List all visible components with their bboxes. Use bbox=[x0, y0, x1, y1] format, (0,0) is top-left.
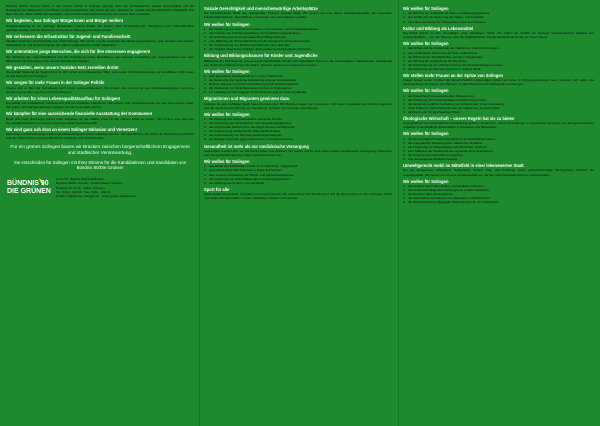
section-heading: Ökologische Wirtschaft – unsere Regeln hat sie zu bieten bbox=[403, 115, 515, 121]
list-item: 5. ein bedarfsgerechtes Angebot an Kinderbetreuung für unter Dreijährige bbox=[204, 90, 392, 94]
section-heading: Bildung und Bildungschancen für Kinder und Jugendliche bbox=[204, 53, 318, 59]
list-item: 3. Tempo 30 in allen Wohngebieten bbox=[403, 192, 594, 196]
list-item: 4. die Förderung von Sprachkompetenz schon im Kindergarten bbox=[204, 86, 392, 90]
list-item: 1. den Ausbau des O-Bus-Netzes und attraktive Taktzeiten bbox=[403, 184, 594, 188]
callout-vote: Sie entscheiden für Solingen mit Ihrer Stimme für die Kandidatinnen und Kandidaten von Bündnis 90/Die Grünen! bbox=[13, 159, 187, 171]
list-item: 3. kleinere Klassen und mehr Unterstützung durch Schulsozialarbeit bbox=[204, 82, 392, 86]
section-paragraph: Frauen sind in Rat und Verwaltung noch immer unterrepräsentiert. Wir fordern die Umsetzung des Gleichstellungsplans und eine Quotierung bei allen Gremien und Ausschüssen. bbox=[6, 85, 194, 94]
section-heading: Wir sind ganz nah dran an einem Solinger Inklusion und Vernetzen! bbox=[6, 126, 137, 132]
logo-line-1: BÜNDNIS 90 bbox=[7, 180, 49, 188]
section-paragraph: Menschen mit Behinderungen sollen gleichberechtigt am Leben teilhaben können. Wir unterstützen die Arbeit der Behindertenverbände und den barrierefreien Ausbau öffentlicher Gebäude und Verkehrsmittel. bbox=[6, 132, 194, 141]
list-item: 3. die Einrichtung eines kommunalen Beschäftigungsfonds bbox=[204, 35, 392, 39]
column-right bbox=[403, 4, 594, 422]
bullet-list bbox=[403, 94, 594, 114]
section-paragraph: Frauen leisten einen Großteil der gesellschaftlich notwendigen Arbeit, sind aber in Führungspositionen kaum vertreten. Wir wollen die Gleichstellung von Frauen und Männern in allen Bereichen der Stadtpolitik voranbringen. bbox=[403, 78, 594, 87]
section-paragraph: Umweltschutz und wirtschaftliche Entwicklung gehören zusammen. Durch Investitionen in erneuerbare Energien und Energieeinsparung entstehen zukunftsfähige Arbeitsplätze in Handwerk und Mittelstand. bbox=[403, 121, 594, 130]
list-item: 2. die energetische Sanierung aller städtischen Gebäude bbox=[403, 141, 594, 145]
imprint-block bbox=[6, 177, 194, 198]
bullet-list bbox=[403, 137, 594, 161]
bullet-list bbox=[204, 27, 392, 51]
section-paragraph: Die soziale Spaltung der Stadt nimmt zu. Wir setzen auf vorbeugende Hilfen, eine starke Schuldnerberatung und bezahlbaren Wohnraum für alle Menschen in Solingen. bbox=[6, 70, 194, 79]
list-item: 2. den Ausbau von Ausbildungsplätzen und Qualifizierungsangeboten bbox=[204, 31, 392, 35]
list-item: 1. den Erhalt des Städtischen Klinikums in öffentlicher Trägerschaft bbox=[204, 164, 392, 168]
list-item: 5. die Wiederbelebung stillgelegter Bahnstrecken für den Nahverkehr bbox=[403, 200, 594, 204]
section-heading: Wir wollen für Solingen bbox=[403, 6, 449, 11]
list-item: 3. das kommunale Wahlrecht für alle Migrantinnen und Migranten bbox=[204, 125, 392, 129]
section-paragraph: Die Stärkung des Jugendstadtrates und die Umsetzung seiner Beschlüsse, eine bessere Ausstattung der Jugendzentren und mehr Mitsprache bei Planungen sind uns ein besonderes Anliegen. bbox=[6, 54, 194, 63]
list-item: 5. die Unterstützung der Volkshochschule als Ort lebenslangen Lernens bbox=[403, 63, 594, 67]
list-item: 6. die Vergabe öffentlicher Aufträge nach sozialen und ökologischen Kriterien bbox=[204, 47, 392, 51]
list-item: 3. eine faire Verteilung der Hallenzeiten unter den Vereinen bbox=[403, 20, 594, 24]
section-paragraph: Gesundheit entsteht dort, wo Menschen leben und arbeiten. Wir setzen uns für eine wohnortnahe medizinische Versorgung, Prävention und Gesundheitsförderung in allen Lebensbereichen ein. bbox=[204, 148, 392, 157]
section-heading: Wir sorgen für mehr Frauen in der Solinger Politik! bbox=[6, 80, 105, 86]
list-item: 2. ein zusammenhängendes Radwegenetz in allen Stadtteilen bbox=[403, 188, 594, 192]
list-item: 4. mehr Frauen in Führungspositionen der städtischen Gesellschaften bbox=[403, 106, 594, 110]
section-heading: Wir wollen für Solingen bbox=[204, 159, 250, 165]
section-heading: Wir wollen für Solingen bbox=[403, 178, 449, 184]
intro-paragraph: Bündnis 90/Die Grünen haben in den letzten Jahren in Solingen gezeigt, dass der Umweltschutz, soziale Gerechtigkeit und die Beteiligung der Bürgerinnen und Bürger zusammengehören. Wir stehen für eine ökologische, soziale und demokratische Stadtpolitik und laden Sie ein, diese Politik mitzugestalten. Nur mit Ihrer Unterstützung können wir unsere Ziele umsetzen. bbox=[6, 4, 194, 17]
column-middle bbox=[204, 4, 392, 422]
column-right-body bbox=[403, 6, 594, 204]
section-heading: Kultur und Bildung als Lebensmittel bbox=[403, 25, 474, 31]
list-item: 5. die Unterstützung von Existenzgründerinnen und -gründern bbox=[204, 43, 392, 47]
section-heading: Wir kämpfen für eine ausreichende finanzielle Ausstattung der Kommunen! bbox=[6, 111, 153, 117]
section-heading: Wir wollen für Solingen bbox=[403, 41, 449, 47]
column-left bbox=[6, 4, 194, 422]
fold-line-right bbox=[398, 0, 399, 426]
list-item: 2. eine verlässliche Förderung der freien Kulturszene bbox=[403, 51, 594, 55]
list-item: 1. die Förderung von kleinen und mittleren Unternehmen und Handwerksbetrieben bbox=[204, 27, 392, 31]
list-item: 1. den Erhalt und die Attraktivität der städtischen Kultureinrichtungen bbox=[403, 46, 594, 50]
section-paragraph: Solingen ist eine vielfältige Stadt. Menschen aus über 100 Nationen leben hier zusammen. Wir wollen Integration als Chance begreifen und die interkulturelle Öffnung von Verwaltung, Schulen und Vereinen voranbringen. bbox=[204, 101, 392, 110]
section-paragraph: Ein gut ausgebauter öffentlicher Nahverkehr, sichere Rad- und Fußwege sowie verkehrsberuhigte Wohngebiete erhöhen die Lebensqualität. Wir setzen uns für eine Verkehrspolitik ein, die alle Verkehrsteilnehmerinnen berücksichtigt. bbox=[403, 168, 594, 177]
section-heading: Wir wollen für Solingen bbox=[204, 68, 250, 74]
bullet-list bbox=[403, 46, 594, 70]
imprint-text bbox=[56, 177, 136, 198]
list-item: 5. die Nutzung von Kraft-Wärme-Kopplung bbox=[403, 153, 594, 157]
section-paragraph: Die Kultur gehört zu den Grundlagen einer lebendigen Stadt. Wir wollen die Vielfalt der Solinger Kulturlandschaft erhalten und weiterentwickeln – von den Museen über die Stadtbibliothek und die Musikschule bis hin zur freien Szene. bbox=[403, 30, 594, 39]
list-item: 4. die Öffnung der Musikschule für alle Kinder bbox=[403, 59, 594, 63]
section-heading: Gesundheit ist mehr als nur medizinische Versorgung bbox=[204, 143, 309, 149]
callout-bridges: Für ein grünes Solingen bauen wir Brücken zwischen bürgerschaftlichem Engagement und städtischer Verantwortung. bbox=[10, 144, 190, 156]
list-item: 3. die familienfreundliche Gestaltung von Arbeitszeiten in der Verwaltung bbox=[403, 102, 594, 106]
section-paragraph: Familien brauchen Anerkennung und Unterstützung. Wir setzen uns für ausreichende Betreuungsangebote, gute Schulen und sichere Spielplätze ein und fördern Projekte der offenen Jugendarbeit in allen Stadtteilen. bbox=[6, 39, 194, 48]
section-paragraph: Bund und Land übertragen immer mehr Aufgaben an die Städte, ohne für die nötigen Mittel zu sorgen. Wir fordern eine gerechte Gemeindefinanzreform und setzen auf eine solide Haushaltspolitik. bbox=[6, 116, 194, 125]
list-item: 3. die Förderung von Solaranlagen auf öffentlichen Dächern bbox=[403, 145, 594, 149]
section-heading: Wir arbeiten für einen Lebensqualitätsaufbau für Solingen! bbox=[6, 95, 121, 101]
list-item: 3. eine bessere Vernetzung der Pflege- und Gesundheitsdienste bbox=[204, 173, 392, 177]
section-heading: Wir unterstützen junge Menschen, die sich für ihre Interessen engagieren! bbox=[6, 49, 151, 55]
imprint-line: E-Mail: kv@gruene-solingen.de · www.gruene-solingen.de bbox=[56, 193, 136, 198]
section-paragraph: Der Erhalt von Grünflächen, saubere Luft und ein attraktiver öffentlicher Nahverkehr sind Voraussetzungen für eine lebenswerte Stadt. Wir wollen den Flächenverbrauch stoppen und die Innenstadt beleben. bbox=[6, 101, 194, 110]
list-item: 1. die Stärkung des Integrationsrates und seiner Rechte bbox=[204, 117, 392, 121]
list-item: 6. die Förderung der Erinnerungskultur in unserer Stadt bbox=[403, 67, 594, 71]
imprint-line: Bündnis 90/Die Grünen – Kreisverband Solingen bbox=[56, 181, 123, 186]
list-item: 2. den Erhalt und die Sanierung der Hallen- und Freibäder bbox=[403, 15, 594, 19]
list-item: 1. die Öffnung der Schulhöfe als Spiel- und Bewegungsräume bbox=[403, 11, 594, 15]
section-paragraph: Sport fördert Gesundheit, Integration und Gemeinschaft. Wir unterstützen den Breitensport und die Sportvereine in ihrer wichtigen Arbeit und wollen die Sportstätten in allen Stadtteilen erhalten und sanieren. bbox=[204, 192, 392, 201]
section-paragraph: Bildung ist der Schlüssel für eine gerechte Gesellschaft. Kinder und Jugendliche brauchen die bestmöglichen Startchancen, unabhängig von Herkunft und Einkommen der Eltern. Schulen müssen zu Lebensorten werden. bbox=[204, 58, 392, 67]
bullet-list bbox=[403, 184, 594, 204]
list-item: 5. die Unterstützung von Migrantenselbstorganisationen bbox=[204, 133, 392, 137]
list-item: 5. gleichen Lohn für gleichwertige Arbeit bbox=[403, 110, 594, 114]
section-heading: Wir wollen für Solingen bbox=[204, 111, 250, 117]
list-item: 2. die Förderung von Sprachkursen und Integrationsangeboten bbox=[204, 121, 392, 125]
list-item: 6. eine konsequente Abfallvermeidung bbox=[403, 157, 594, 161]
list-item: 4. die barrierefreie Gestaltung von Haltestellen und Bahnhöfen bbox=[403, 196, 594, 200]
section-paragraph: Die Arbeitslosigkeit bleibt das drängendste Problem unserer Stadt. Wir setzen auf eine aktive Arbeitsmarktpolitik, die besonders Langzeitarbeitslosen, Jugendlichen und Frauen neue Perspektiven eröffnet. bbox=[204, 11, 392, 20]
section-heading: Umweltgerecht mobil im Mittelfeld in einer lebenswerten Stadt bbox=[403, 163, 524, 169]
list-item: 2. die Sanierung und moderne Ausstattung unserer Schulgebäude bbox=[204, 78, 392, 82]
imprint-line: Postfach 10 11 40 · 42611 Solingen bbox=[56, 185, 105, 190]
section-paragraph: Bürgerbeteiligung ist ein wichtiger Bestandteil unserer Politik. Wir wollen, dass Entscheidungen transparent und nachvollziehbar getroffen werden und die Menschen frühzeitig an Planungen beteiligt werden. bbox=[6, 23, 194, 32]
gruene-logo bbox=[6, 177, 52, 195]
bullet-list bbox=[204, 117, 392, 141]
bullet-list bbox=[204, 74, 392, 94]
imprint-line: V.i.S.d.P.: Martina Zsack-Möllmann bbox=[56, 177, 104, 182]
list-item: 1. eine gebundene Ganztagsschule in jedem Stadtbezirk bbox=[204, 74, 392, 78]
bullet-list bbox=[403, 11, 594, 23]
list-item: 4. eine Stärkung der Wirtschaftsförderung für ökologische Zukunftsbranchen bbox=[204, 39, 392, 43]
list-item: 4. die Anerkennung ausländischer Bildungsabschlüsse bbox=[204, 129, 392, 133]
list-item: 2. gesundheitsfördernde Angebote in Kitas und Schulen bbox=[204, 168, 392, 172]
section-heading: Wir verbessern die Infrastruktur für Jugend- und Familienarbeit! bbox=[6, 33, 131, 39]
bullet-list bbox=[204, 164, 392, 184]
imprint-line: Tel.: 0212 - 200 20 · Fax: 0212 - 200 21 bbox=[56, 189, 111, 194]
section-heading: Sport für alle bbox=[204, 186, 230, 192]
list-item: 3. die Stärkung der Stadtbibliothek und ihrer Zweigstellen bbox=[403, 55, 594, 59]
list-item: 1. ein kommunales Klimaschutzprogramm mit verbindlichen Zielen bbox=[403, 137, 594, 141]
section-heading: Wir gestalten, wenn unsere Soziales Netz zerreißen droht! bbox=[6, 64, 119, 70]
list-item: 4. eine Stärkung der Stadtwerke als regionaler Energieversorger bbox=[403, 149, 594, 153]
section-heading: Wir wollen für Solingen bbox=[204, 21, 250, 27]
section-heading: Wir stellen mehr Frauen an der Spitze von Solingen bbox=[403, 72, 504, 78]
list-item: 6. ein Solinger Netzwerk gegen Rassismus und Diskriminierung bbox=[204, 137, 392, 141]
fold-line-left bbox=[199, 0, 200, 426]
section-heading: Wir wollen für Solingen bbox=[403, 88, 449, 94]
list-item: 5. die Stärkung der Drogen- und Suchthilfe bbox=[204, 181, 392, 185]
section-heading: Soziale Gerechtigkeit und menschenwürdige Arbeitsplätze bbox=[204, 6, 318, 11]
list-item: 4. die Förderung von Selbsthilfegruppen und Beratungsstellen bbox=[204, 177, 392, 181]
section-heading: Wir begleiten, was Solinger Bürgerinnen und Bürger wollen! bbox=[6, 18, 124, 24]
section-heading: Wir wollen für Solingen bbox=[403, 131, 449, 137]
section-heading: Migrantinnen und Migranten gewinnen dazu bbox=[204, 96, 290, 102]
list-item: 1. ein Frauenhaus mit ausreichender Finanzierung bbox=[403, 94, 594, 98]
list-item: 2. die Förderung von Frauenprojekten und Beratungsstellen bbox=[403, 98, 594, 102]
logo-line-2: DIE GRÜNEN bbox=[7, 188, 51, 196]
